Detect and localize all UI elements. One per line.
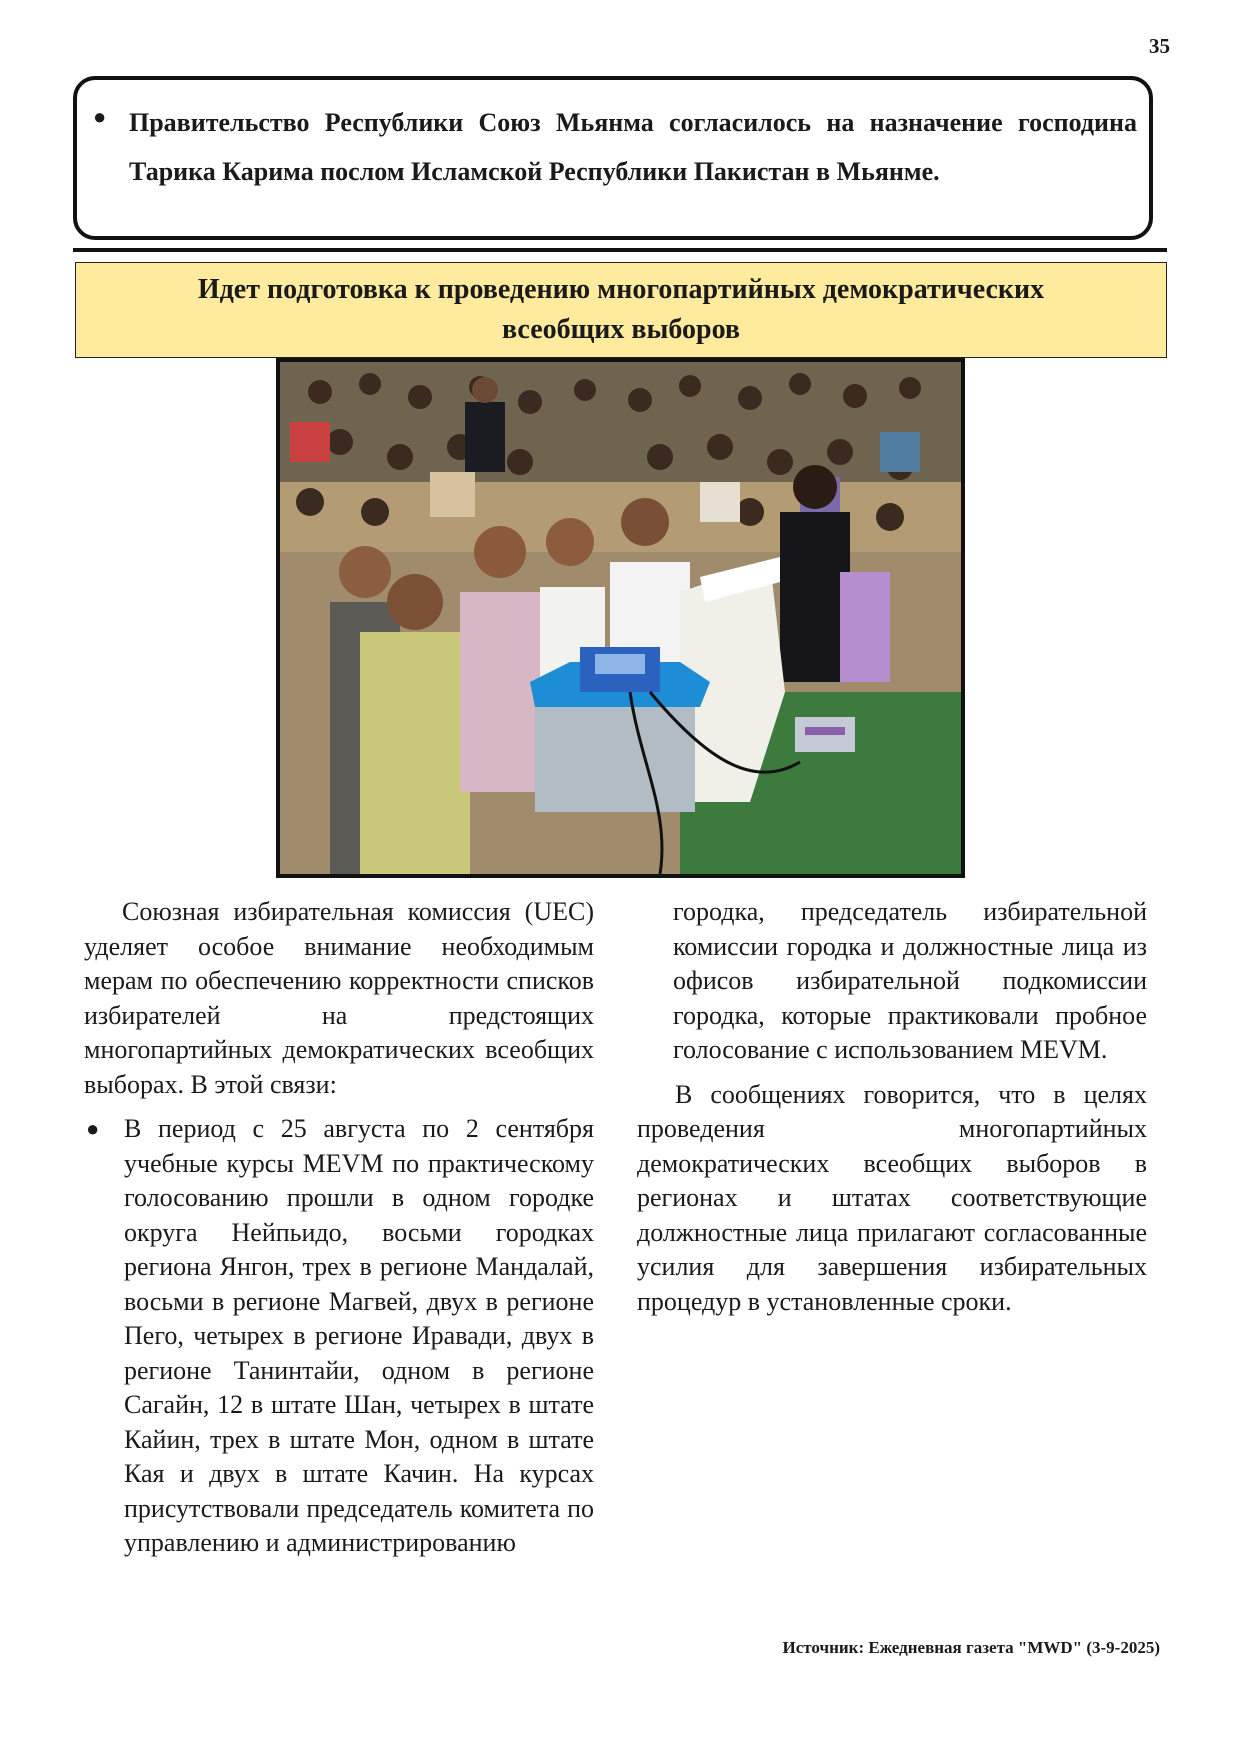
news-photo <box>276 358 965 878</box>
notice-text: Правительство Республики Союз Мьянма согласилось на назначение господина Тарика Карима послом Исламской Республики Пакистан в Мьянме. <box>129 108 1137 186</box>
article-column-right <box>637 895 1147 1319</box>
bullet-icon: ● <box>93 104 107 129</box>
page-number: 35 <box>1149 34 1170 58</box>
intro-paragraph: Союзная избирательная комиссия (UEC) уделяет особое внимание необходимым мерам по обеспечению корректности списков избирателей на предстоящих многопартийных демократических всеобщих выборах. В этой связи: <box>84 897 594 1099</box>
training-bullet <box>84 1112 594 1561</box>
article-heading <box>75 262 1167 358</box>
heading-line-2: всеобщих выборов <box>501 314 741 345</box>
bullet-icon: ● <box>86 1116 100 1141</box>
source-credit: Источник: Ежедневная газета "MWD" (3-9-2025) <box>782 1638 1160 1657</box>
training-bullet-text: В период с 25 августа по 2 сентября учебные курсы MEVM по практическому голосованию прошли в одном городке округа Нейпьидо, восьми городках региона Янгон, трех в регионе Мандалай, восьми в регионе Магвей, двух в регионе Пего, четырех в регионе Иравади, двух в регионе Танинтайи, одном в регионе Сагайн, 12 в штате Шан, четырех в штате Кайин, трех в штате Мон, одном в штате Кая и двух в штате Качин. На курсах присутствовали председатель комитета по управлению и администрированию <box>124 1114 594 1557</box>
voting-training-photo <box>280 362 961 874</box>
article-heading-text <box>131 270 1111 350</box>
closing-paragraph: В сообщениях говорится, что в целях проведения многопартийных демократических всеобщих выборов в регионах и штатах соответствующие должностные лица прилагают согласованные усилия для завершения избирательных процедур в установленные сроки. <box>637 1079 1147 1316</box>
heading-line-1: Идет подготовка к проведению многопартийных демократических <box>197 274 1045 305</box>
notice-box <box>73 76 1153 240</box>
training-bullet-continued: городка, председатель избирательной комиссии городка и должностные лица из офисов избирательной подкомиссии городка, которые практиковали пробное голосование с использованием MEVM. <box>673 897 1147 1064</box>
divider-rule <box>73 248 1167 252</box>
article-column-left <box>84 895 594 1561</box>
